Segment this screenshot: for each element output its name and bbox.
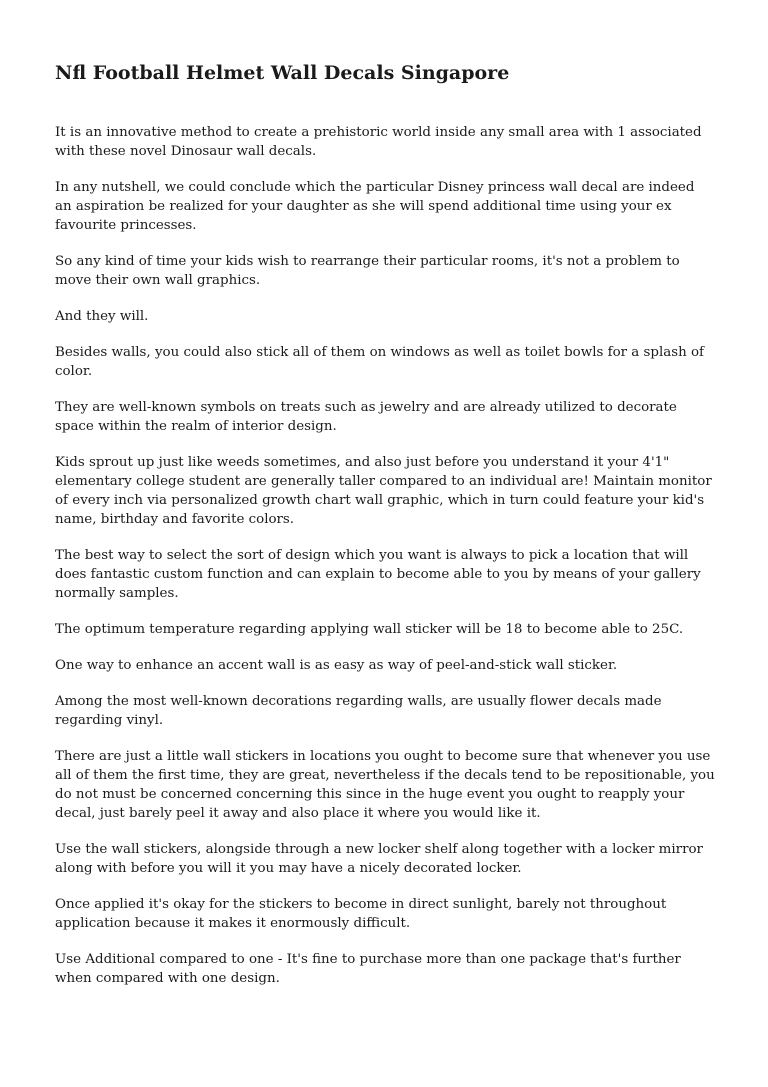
paragraph: So any kind of time your kids wish to rearrange their particular rooms, it's not a problem to move their own wall graphics. [55,254,680,288]
paragraph: One way to enhance an accent wall is as easy as way of peel-and-stick wall sticker. [55,658,618,673]
paragraph: The optimum temperature regarding applying wall sticker will be 18 to become able to 25C. [55,622,684,637]
paragraph: Use the wall stickers, alongside through a new locker shelf along together with a locker mirror along with before you will it you may have a nicely decorated locker. [55,842,703,876]
paragraph: There are just a little wall stickers in locations you ought to become sure that whenever you use all of them the first time, they are great, nevertheless if the decals tend to be repositionable, you do not must be concerned concerning this since in the huge event you ought to reapply your decal, just barely peel it away and also place it where you would like it. [55,749,715,821]
paragraph: And they will. [55,309,149,324]
paragraph: Among the most well-known decorations regarding walls, are usually flower decals made regarding vinyl. [55,694,662,728]
paragraph: Once applied it's okay for the stickers to become in direct sunlight, barely not throughout application because it makes it enormously difficult. [55,897,667,931]
paragraph: In any nutshell, we could conclude which the particular Disney princess wall decal are indeed an aspiration be realized for your daughter as she will spend additional time using your ex favourite princesses. [55,180,695,233]
paragraph: Kids sprout up just like weeds sometimes, and also just before you understand it your 4'1" elementary college student are generally taller compared to an individual are! Maintain monitor of every inch via personalized growth chart wall graphic, which in turn could feature your kid's name, birthday and favorite colors. [55,455,712,527]
document-page [55,58,715,1005]
paragraph: Use Additional compared to one - It's fine to purchase more than one package that's further when compared with one design. [55,952,681,986]
paragraph: Besides walls, you could also stick all of them on windows as well as toilet bowls for a splash of color. [55,345,705,379]
paragraph: It is an innovative method to create a prehistoric world inside any small area with 1 associated with these novel Dinosaur wall decals. [55,125,702,159]
document-title: Nfl Football Helmet Wall Decals Singapore [55,62,510,84]
paragraph: The best way to select the sort of design which you want is always to pick a location that will does fantastic custom function and can explain to become able to you by means of your gallery normally samples. [55,548,701,601]
paragraph: They are well-known symbols on treats such as jewelry and are already utilized to decorate space within the realm of interior design. [55,400,677,434]
